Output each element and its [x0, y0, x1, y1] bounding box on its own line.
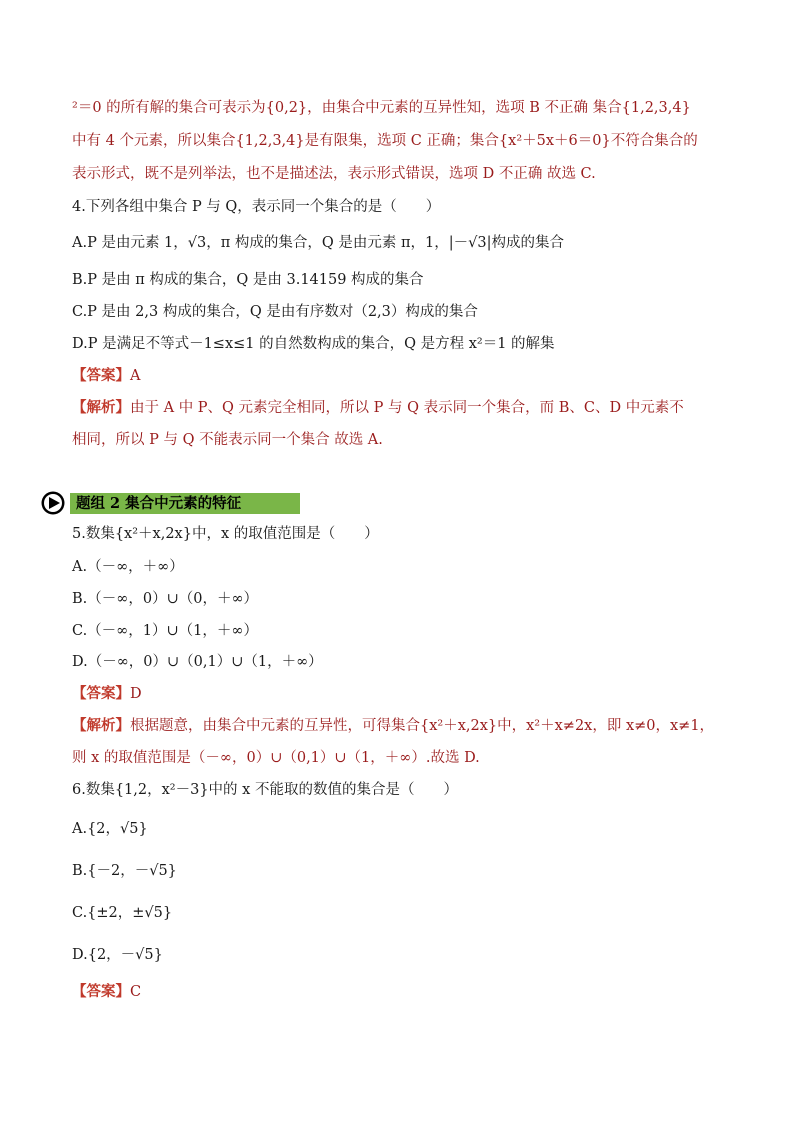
q4-option-b: B.P 是由 π 构成的集合，Q 是由 3.14159 构成的集合 [72, 272, 424, 288]
q6-option-a: A.{2，√5} [72, 821, 148, 837]
q5-analysis-line-1 [72, 716, 714, 736]
q6-option-c: C.{±2，±√5} [72, 905, 173, 921]
play-circle-icon [40, 490, 66, 516]
answer-value: D [130, 686, 142, 702]
q5-option-b: B.（－∞，0）∪（0，＋∞） [72, 591, 259, 607]
q6-option-b: B.{－2，－√5} [72, 863, 177, 879]
analysis-text: 根据题意，由集合中元素的互异性，可得集合{x²＋x,2x}中，x²＋x≠2x，即 x≠0，x≠1， [130, 718, 715, 734]
q5-stem: 5.数集{x²＋x,2x}中，x 的取值范围是（ ） [72, 526, 379, 542]
analysis-text: 由于 A 中 P、Q 元素完全相同，所以 P 与 Q 表示同一个集合，而 B、C、D 中元素不 [130, 400, 684, 416]
q4-answer [72, 366, 140, 386]
q5-option-d: D.（－∞，0）∪（0,1）∪（1，＋∞） [72, 654, 323, 670]
prev-solution-line-3: 表示形式，既不是列举法，也不是描述法，表示形式错误，选项 D 不正确 故选 C. [72, 166, 596, 182]
q4-option-c: C.P 是由 2,3 构成的集合，Q 是由有序数对（2,3）构成的集合 [72, 304, 478, 320]
q5-analysis-line-2: 则 x 的取值范围是（－∞，0）∪（0,1）∪（1，＋∞）.故选 D. [72, 750, 480, 766]
q4-option-d: D.P 是满足不等式－1≤x≤1 的自然数构成的集合，Q 是方程 x²＝1 的解集 [72, 336, 555, 352]
q6-stem: 6.数集{1,2，x²－3}中的 x 不能取的数值的集合是（ ） [72, 782, 458, 798]
q5-answer [72, 684, 142, 704]
analysis-tag: 【解析】 [72, 399, 130, 416]
answer-tag: 【答案】 [72, 367, 130, 384]
analysis-tag: 【解析】 [72, 717, 130, 734]
prev-solution-line-2: 中有 4 个元素，所以集合{1,2,3,4}是有限集，选项 C 正确；集合{x²＋5x＋6＝0}不符合集合的 [72, 133, 698, 149]
section-title: 题组 2 集合中元素的特征 [76, 495, 242, 512]
q5-option-c: C.（－∞，1）∪（1，＋∞） [72, 623, 258, 639]
answer-tag: 【答案】 [72, 685, 130, 702]
answer-tag: 【答案】 [72, 983, 130, 1000]
q4-analysis-line-2: 相同，所以 P 与 Q 不能表示同一个集合 故选 A. [72, 432, 383, 448]
answer-value: C [130, 984, 142, 1000]
q5-option-a: A.（－∞，＋∞） [72, 559, 184, 575]
q4-stem: 4.下列各组中集合 P 与 Q，表示同一个集合的是（ ） [72, 199, 441, 215]
prev-solution-line-1: ²＝0 的所有解的集合可表示为{0,2}，由集合中元素的互异性知，选项 B 不正确 集合{1,2,3,4} [72, 100, 691, 116]
q4-option-a: A.P 是由元素 1，√3，π 构成的集合，Q 是由元素 π，1，|－√3|构成的集合 [72, 235, 564, 251]
answer-value: A [130, 368, 141, 384]
q6-option-d: D.{2，－√5} [72, 947, 163, 963]
q6-answer [72, 982, 141, 1002]
q4-analysis-line-1 [72, 398, 684, 418]
